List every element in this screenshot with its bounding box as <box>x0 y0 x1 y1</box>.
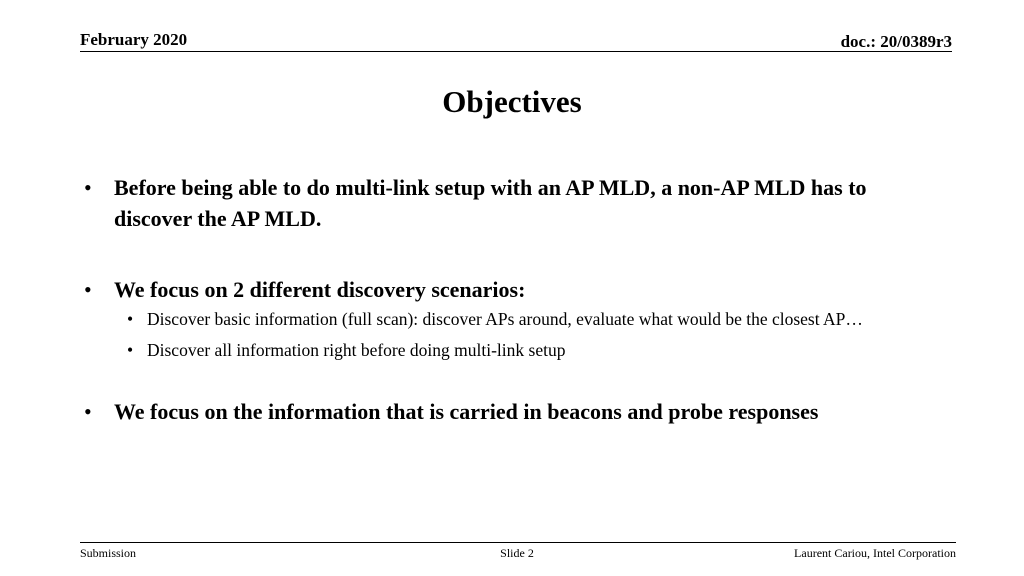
bullet-item-2 <box>84 274 944 362</box>
bullet-item-1 <box>84 172 944 234</box>
sub-bullet-item-1 <box>114 307 944 331</box>
bullet-item-3 <box>84 396 944 427</box>
bullet-text: We focus on 2 different discovery scenarios: <box>114 277 526 302</box>
sub-bullet-item-2 <box>114 338 944 362</box>
footer-divider <box>80 542 956 543</box>
bullet-text: Before being able to do multi-link setup with an AP MLD, a non-AP MLD has to discover the AP MLD. <box>114 175 867 231</box>
bullet-text: We focus on the information that is carried in beacons and probe responses <box>114 399 819 424</box>
bullet-list <box>84 172 944 427</box>
sub-bullet-list <box>114 307 944 362</box>
footer-submission: Submission <box>80 546 137 560</box>
bullet-dot-icon: • <box>84 399 92 424</box>
sub-bullet-text: Discover basic information (full scan): discover APs around, evaluate what would be the closest AP… <box>147 309 863 329</box>
header-date: February 2020 <box>80 30 188 49</box>
footer-slide-number: Slide 2 <box>500 546 534 560</box>
sub-bullet-dot-icon: • <box>127 309 134 329</box>
footer-author: Laurent Cariou, Intel Corporation <box>794 546 956 560</box>
header-doc-number: doc.: 20/0389r3 <box>840 32 952 51</box>
bullet-dot-icon: • <box>84 277 92 302</box>
slide-title: Objectives <box>442 84 582 119</box>
bullet-dot-icon: • <box>84 175 92 200</box>
sub-bullet-text: Discover all information right before doing multi-link setup <box>147 340 566 360</box>
header-divider <box>80 51 952 52</box>
sub-bullet-dot-icon: • <box>127 340 134 360</box>
